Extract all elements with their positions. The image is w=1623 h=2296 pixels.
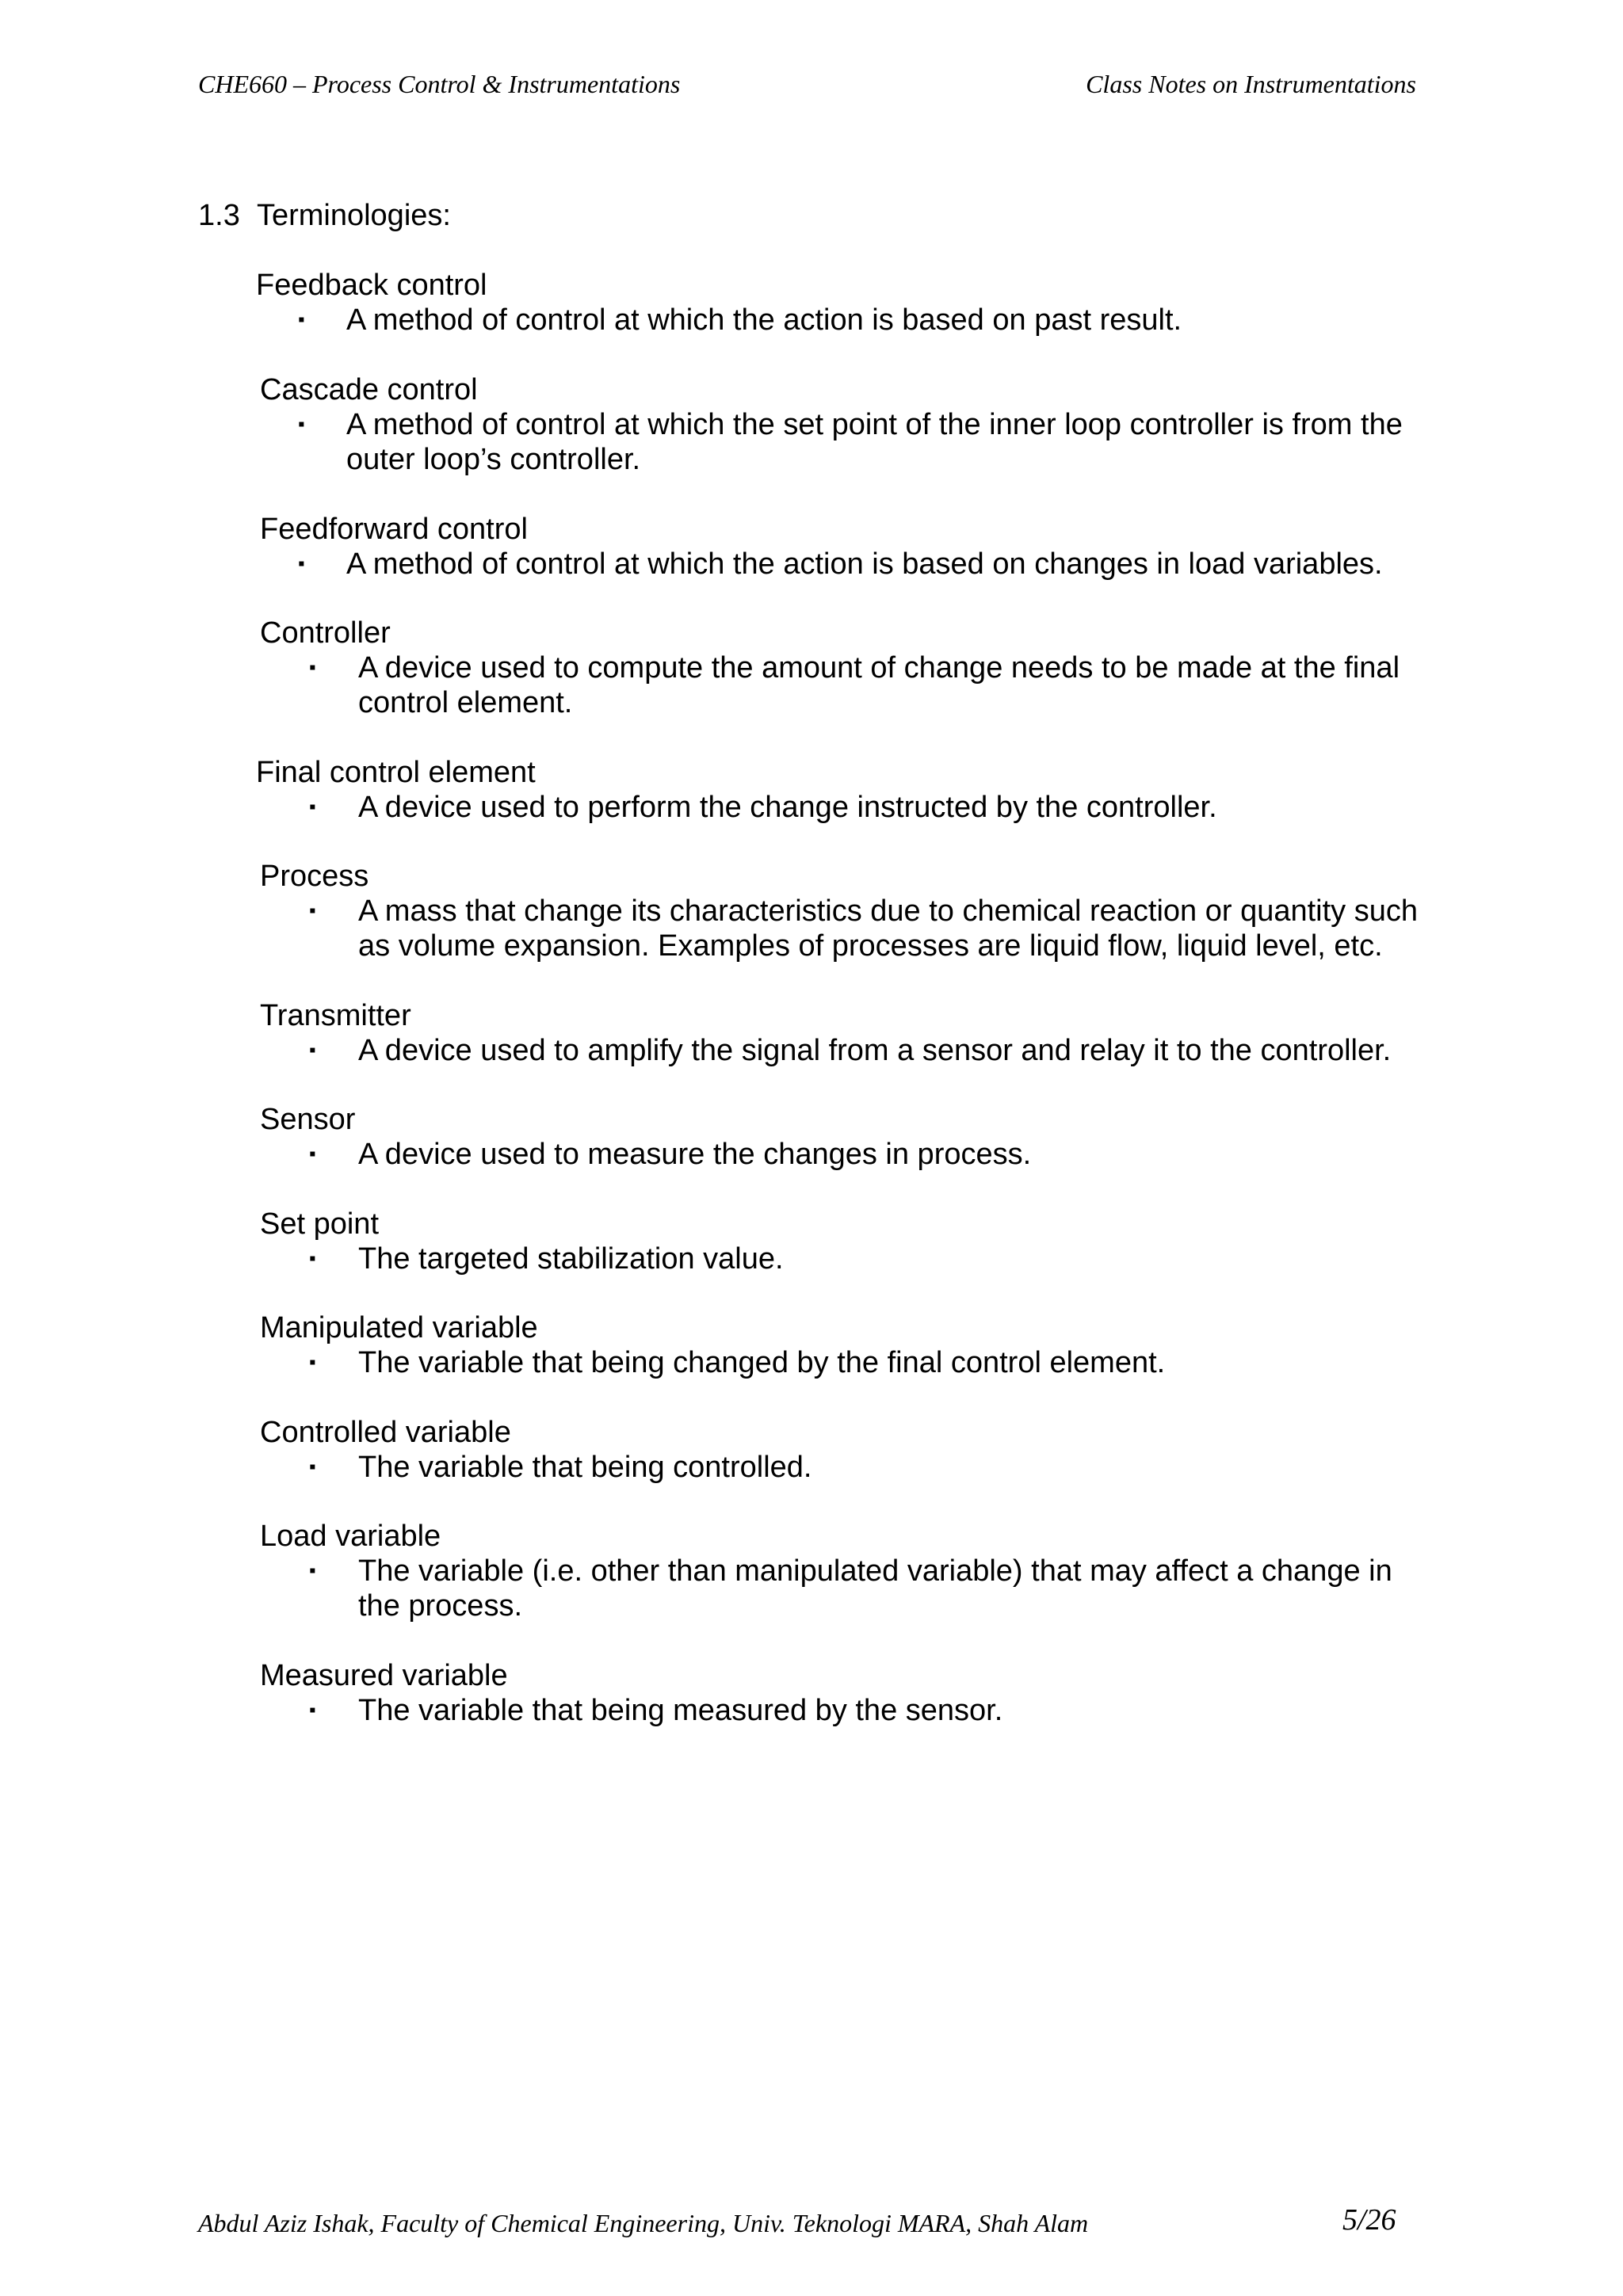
footer-author: Abdul Aziz Ishak, Faculty of Chemical Engineering, Univ. Teknologi MARA, Shah Alam [198, 2209, 1089, 2237]
term-title: Transmitter [260, 999, 411, 1032]
term-definition: The variable that being measured by the sensor. [358, 1694, 1003, 1727]
square-bullet-icon: ▪ [309, 1560, 316, 1581]
square-bullet-icon: ▪ [309, 1699, 316, 1721]
term-title: Sensor [260, 1103, 356, 1136]
term-title: Final control element [256, 756, 536, 789]
section-title: Terminologies: [256, 199, 451, 232]
header-notes-title: Class Notes on Instrumentations [1086, 70, 1416, 98]
term-definition: A method of control at which the action is based on past result. [346, 303, 1182, 337]
square-bullet-icon: ▪ [298, 309, 305, 330]
term-definition: The variable (i.e. other than manipulated variable) that may affect a change in the process. [358, 1554, 1392, 1623]
term-title: Set point [260, 1207, 379, 1241]
term-definition: A mass that change its characteristics due to chemical reaction or quantity such as volume expansion. Examples of processes are liquid flow, liquid level, etc. [358, 894, 1418, 963]
term-title: Cascade control [260, 373, 478, 406]
term-title: Controller [260, 616, 391, 650]
term-definition: The variable that being changed by the final control element. [358, 1346, 1166, 1379]
header-course-title: CHE660 – Process Control & Instrumentations [198, 70, 681, 98]
term-definition: A device used to perform the change instructed by the controller. [358, 791, 1217, 824]
term-title: Controlled variable [260, 1416, 511, 1449]
term-definition: The variable that being controlled. [358, 1451, 812, 1484]
term-definition: A method of control at which the set point of the inner loop controller is from the outer loop’s controller. [346, 408, 1403, 476]
term-definition: The targeted stabilization value. [358, 1242, 784, 1276]
square-bullet-icon: ▪ [309, 1352, 316, 1373]
section-heading [198, 196, 451, 235]
term-title: Manipulated variable [260, 1311, 538, 1344]
term-title: Feedback control [256, 269, 487, 302]
term-title: Measured variable [260, 1659, 508, 1692]
term-definition: A device used to amplify the signal from a sensor and relay it to the controller. [358, 1034, 1392, 1067]
section-number: 1.3 [198, 199, 240, 232]
term-title: Process [260, 860, 369, 893]
square-bullet-icon: ▪ [298, 414, 305, 435]
term-definition: A device used to compute the amount of change needs to be made at the final control element. [358, 651, 1400, 719]
square-bullet-icon: ▪ [309, 1248, 316, 1269]
term-definition: A method of control at which the action is based on changes in load variables. [346, 547, 1383, 581]
square-bullet-icon: ▪ [309, 1039, 316, 1061]
square-bullet-icon: ▪ [309, 1456, 316, 1478]
term-title: Load variable [260, 1520, 441, 1553]
square-bullet-icon: ▪ [298, 553, 305, 574]
term-definition: A device used to measure the changes in process. [358, 1138, 1032, 1171]
term-title: Feedforward control [260, 513, 528, 546]
square-bullet-icon: ▪ [309, 1143, 316, 1165]
square-bullet-icon: ▪ [309, 657, 316, 678]
square-bullet-icon: ▪ [309, 796, 316, 818]
square-bullet-icon: ▪ [309, 900, 316, 921]
footer-page-number: 5/26 [1342, 2203, 1396, 2237]
